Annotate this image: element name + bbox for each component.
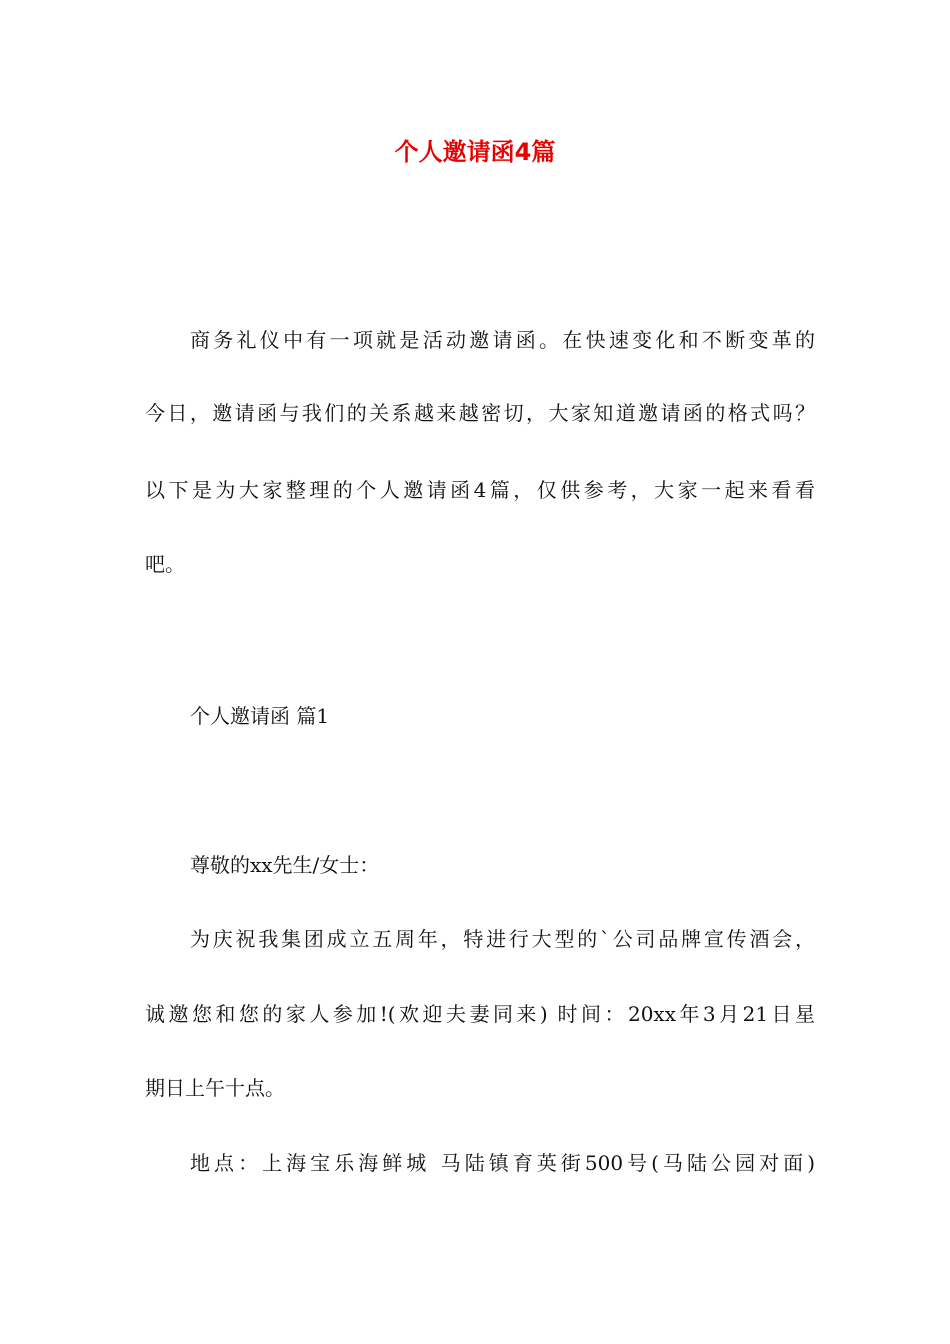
- body-line-2: 诚邀您和您的家人参加!(欢迎夫妻同来) 时间：20xx年3月21日星: [145, 1002, 815, 1026]
- section-heading: 个人邀请函 篇1: [190, 704, 330, 728]
- intro-line-1: 商务礼仪中有一项就是活动邀请函。在快速变化和不断变革的: [190, 328, 815, 352]
- body-line-1: 为庆祝我集团成立五周年，特进行大型的`公司品牌宣传酒会，: [190, 927, 815, 951]
- document-title: 个人邀请函4篇: [394, 138, 556, 166]
- intro-line-4: 吧。: [145, 552, 185, 576]
- body-line-3: 期日上午十点。: [145, 1076, 285, 1100]
- intro-line-2: 今日，邀请函与我们的关系越来越密切，大家知道邀请函的格式吗？: [145, 401, 815, 425]
- location-line: 地点：上海宝乐海鲜城 马陆镇育英街500号(马陆公园对面): [190, 1151, 815, 1175]
- intro-line-3: 以下是为大家整理的个人邀请函4篇，仅供参考，大家一起来看看: [145, 478, 815, 502]
- salutation: 尊敬的xx先生/女士：: [190, 853, 380, 877]
